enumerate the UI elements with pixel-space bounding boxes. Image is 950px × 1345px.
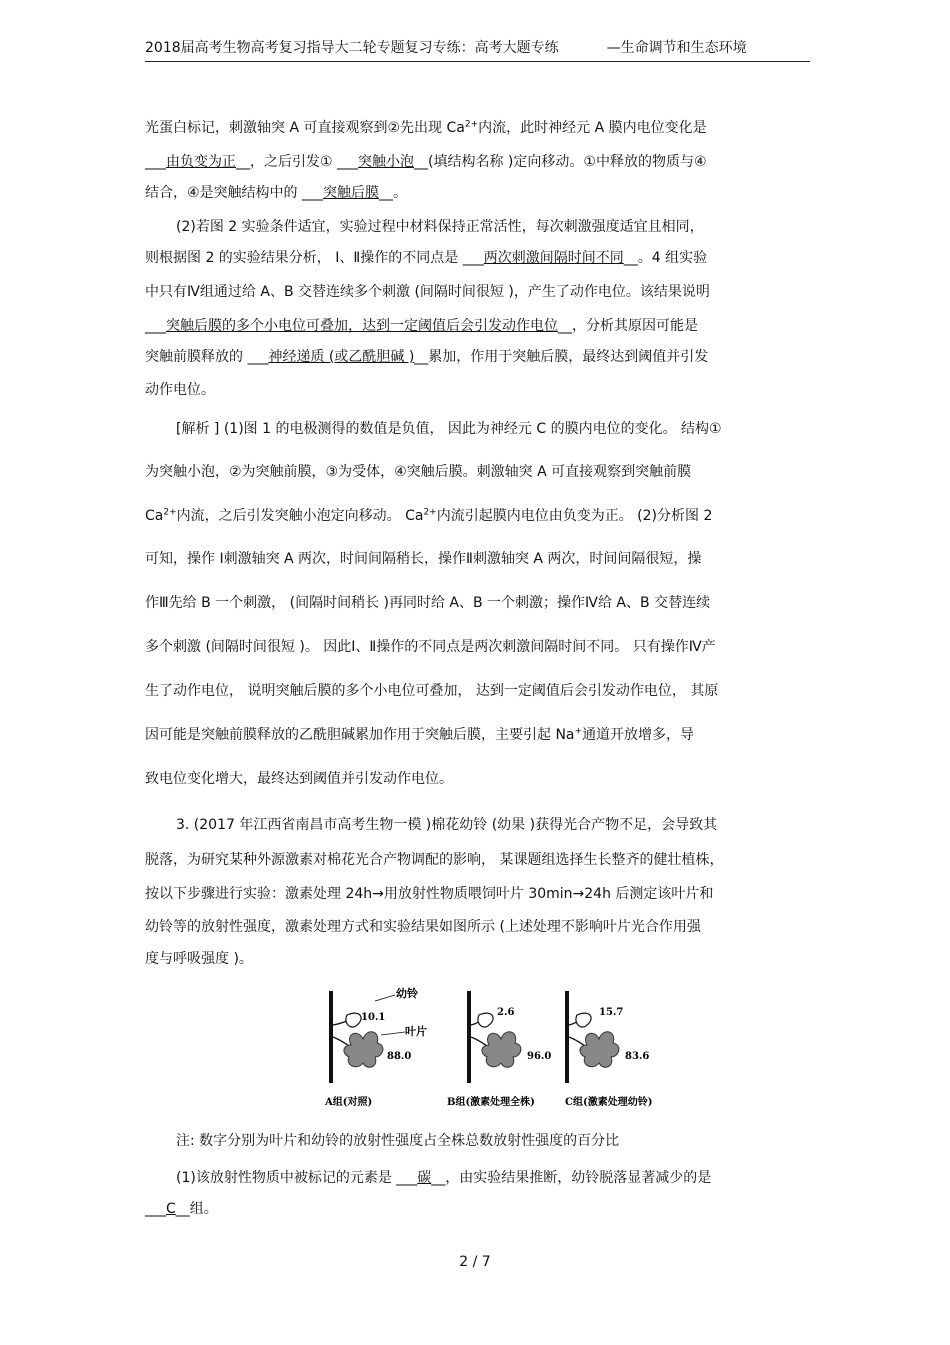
- text-line: [145, 638, 716, 656]
- text: 致电位变化增大，最终达到阈值并引发动作电位。: [145, 771, 453, 787]
- leaf-icon: [580, 1032, 619, 1068]
- header-title: 2018届高考生物高考复习指导大二轮专题复习专练：高考大题专练: [145, 40, 559, 56]
- superscript: 2+: [163, 507, 177, 518]
- text-line: [145, 184, 407, 202]
- text-line: [145, 381, 215, 399]
- text-line: [145, 1200, 218, 1218]
- text-line: [145, 507, 712, 525]
- text-line: [145, 317, 698, 335]
- blank: ___: [145, 1201, 166, 1217]
- group-a-leaf-value: 88.0: [387, 1051, 412, 1062]
- answer: 碳: [417, 1170, 432, 1186]
- text: 为突触小泡，②为突触前膜，③为受体，④突触后膜。刺激轴突 A 可直接观察到突触前膜: [145, 464, 692, 480]
- text-line: [145, 550, 701, 568]
- text: 突触前膜释放的 ___: [145, 349, 269, 365]
- text-line: [145, 851, 723, 869]
- group-a-boll-value: 10.1: [361, 1012, 386, 1023]
- text: 脱落，为研究某种外源激素对棉花光合产物调配的影响， 某课题组选择生长整齐的健壮植株，: [145, 852, 724, 868]
- header-topic: —生命调节和生态环境: [606, 40, 747, 56]
- group-c-caption: C组(激素处理幼铃): [565, 1097, 653, 1108]
- text: 生了动作电位， 说明突触后膜的多个小电位可叠加， 达到一定阈值后会引发动作电位， 其原: [145, 683, 719, 699]
- text: 可知，操作 Ⅰ刺激轴突 A 两次，时间间隔稍长，操作Ⅱ刺激轴突 A 两次，时间间隔很短，操: [145, 551, 702, 567]
- text: 作Ⅲ先给 B 一个刺激， (间隔时间稍长 )再同时给 A、B 一个刺激；操作Ⅳ给 A、B 交替连续: [145, 595, 711, 611]
- leaf-callout: 叶片: [405, 1025, 427, 1038]
- boll-icon: [478, 1013, 493, 1027]
- text: 光蛋白标记，刺激轴突 A 可直接观察到②先出现 Ca: [145, 120, 465, 136]
- text: 动作电位。: [145, 382, 215, 398]
- text: 通道开放增多，导: [582, 727, 695, 743]
- answer: 突触后膜的多个小电位可叠加，达到一定阈值后会引发动作电位: [166, 318, 558, 334]
- group-c-diagram: [565, 991, 649, 1083]
- text: 内流引起膜内电位由负变为正。 (2)分析图 2: [436, 508, 713, 524]
- answer: C: [166, 1201, 176, 1217]
- text: __，之后引发① ___: [236, 154, 359, 170]
- group-b-diagram: [467, 991, 551, 1083]
- stem: [467, 991, 471, 1083]
- text: Ca: [145, 508, 164, 524]
- text: (2)若图 2 实验条件适宜，实验过程中材料保持正常活性，每次刺激强度适宜且相同，: [176, 219, 704, 235]
- text: 内流，之后引发突触小泡定向移动。 Ca: [176, 508, 424, 524]
- answer: 两次刺激间隔时间不同: [483, 250, 624, 266]
- figure-note: 注: 数字分别为叶片和幼铃的放射性强度占全株总数放射性强度的百分比: [176, 1133, 620, 1149]
- text-line: [145, 249, 707, 267]
- group-c-leaf-value: 83.6: [625, 1051, 650, 1062]
- text: 内流，此时神经元 A 膜内电位变化是: [478, 120, 707, 136]
- plant-diagram: [325, 985, 665, 1110]
- text: 结合，④是突触结构中的 ___: [145, 185, 324, 201]
- answer: 突触后膜: [323, 185, 380, 201]
- text-line: [145, 726, 694, 744]
- text: __，由实验结果推断，幼铃脱落显著减少的是: [431, 1170, 712, 1186]
- text: 幼铃等的放射性强度，激素处理方式和实验结果如图所示 (上述处理不影响叶片光合作用强: [145, 919, 701, 935]
- text: __，分析其原因可能是: [558, 318, 698, 334]
- text-line: [176, 420, 722, 438]
- text: __(填结构名称 )定向移动。①中释放的物质与④: [414, 154, 707, 170]
- page-header: [145, 37, 810, 62]
- text: 3. (2017 年江西省南昌市高考生物一模 )棉花幼铃 (幼果 )获得光合产物不足，会导致其: [176, 817, 718, 833]
- superscript: 2+: [423, 507, 437, 518]
- group-c-boll-value: 15.7: [599, 1007, 624, 1018]
- leaf-pointer: [381, 1032, 405, 1035]
- text-line: [176, 816, 717, 834]
- boll-pointer: [375, 995, 395, 1001]
- group-b-caption: B组(激素处理全株): [447, 1097, 535, 1108]
- text-line: [145, 950, 253, 968]
- text-line: [145, 918, 701, 936]
- group-b-boll-value: 2.6: [497, 1007, 515, 1018]
- answer: 神经递质 (或乙酰胆碱 ): [268, 349, 415, 365]
- superscript: +: [574, 726, 583, 737]
- text: 多个刺激 (间隔时间很短 )。 因此Ⅰ、Ⅱ操作的不同点是两次刺激间隔时间不同。 只有操作Ⅳ产: [145, 639, 716, 655]
- stem: [565, 991, 569, 1083]
- text-line: [145, 463, 691, 481]
- text: __组。: [175, 1201, 218, 1217]
- text-line: [145, 348, 708, 366]
- text-line: [145, 119, 707, 137]
- text-line: [145, 885, 713, 903]
- group-a-caption: A组(对照): [325, 1097, 373, 1108]
- leaf-icon: [344, 1032, 383, 1068]
- text-line: [176, 1169, 711, 1187]
- text: 则根据图 2 的实验结果分析， Ⅰ、Ⅱ操作的不同点是 ___: [145, 250, 484, 266]
- group-b-leaf-value: 96.0: [527, 1051, 552, 1062]
- boll-callout: 幼铃: [396, 987, 418, 1000]
- blank: ___: [145, 318, 166, 334]
- text-line: [145, 594, 710, 612]
- text: [解析 ] (1)图 1 的电极测得的数值是负值， 因此为神经元 C 的膜内电位的变化。 结构①: [176, 421, 722, 437]
- text-line: [145, 682, 718, 700]
- blank: ___: [145, 154, 166, 170]
- text: __累加，作用于突触后膜，最终达到阈值并引发: [414, 349, 709, 365]
- text: 度与呼吸强度 )。: [145, 951, 253, 967]
- text-line: [145, 283, 710, 301]
- text: (1)该放射性物质中被标记的元素是 ___: [176, 1170, 418, 1186]
- page-number: 2 / 7: [459, 1254, 491, 1270]
- answer: 突触小泡: [358, 154, 415, 170]
- text-line: [145, 153, 707, 171]
- text: 因可能是突触前膜释放的乙酰胆碱累加作用于突触后膜，主要引起 Na: [145, 727, 575, 743]
- boll-icon: [346, 1013, 361, 1027]
- answer: 由负变为正: [166, 154, 236, 170]
- text: __。4 组实验: [623, 250, 708, 266]
- text-line: [145, 770, 453, 788]
- text: __。: [379, 185, 408, 201]
- leaf-icon: [482, 1032, 521, 1068]
- stem: [329, 991, 333, 1083]
- text: 中只有Ⅳ组通过给 A、B 交替连续多个刺激 (间隔时间很短 )，产生了动作电位。该结果说明: [145, 284, 710, 300]
- superscript: 2+: [464, 119, 479, 130]
- group-a-diagram: [329, 986, 427, 1083]
- text-line: [176, 218, 704, 236]
- boll-icon: [576, 1013, 591, 1027]
- text: 按以下步骤进行实验：激素处理 24h→用放射性物质喂饲叶片 30min→24h 后测定该叶片和: [145, 886, 714, 902]
- plant-figure: [325, 985, 665, 1110]
